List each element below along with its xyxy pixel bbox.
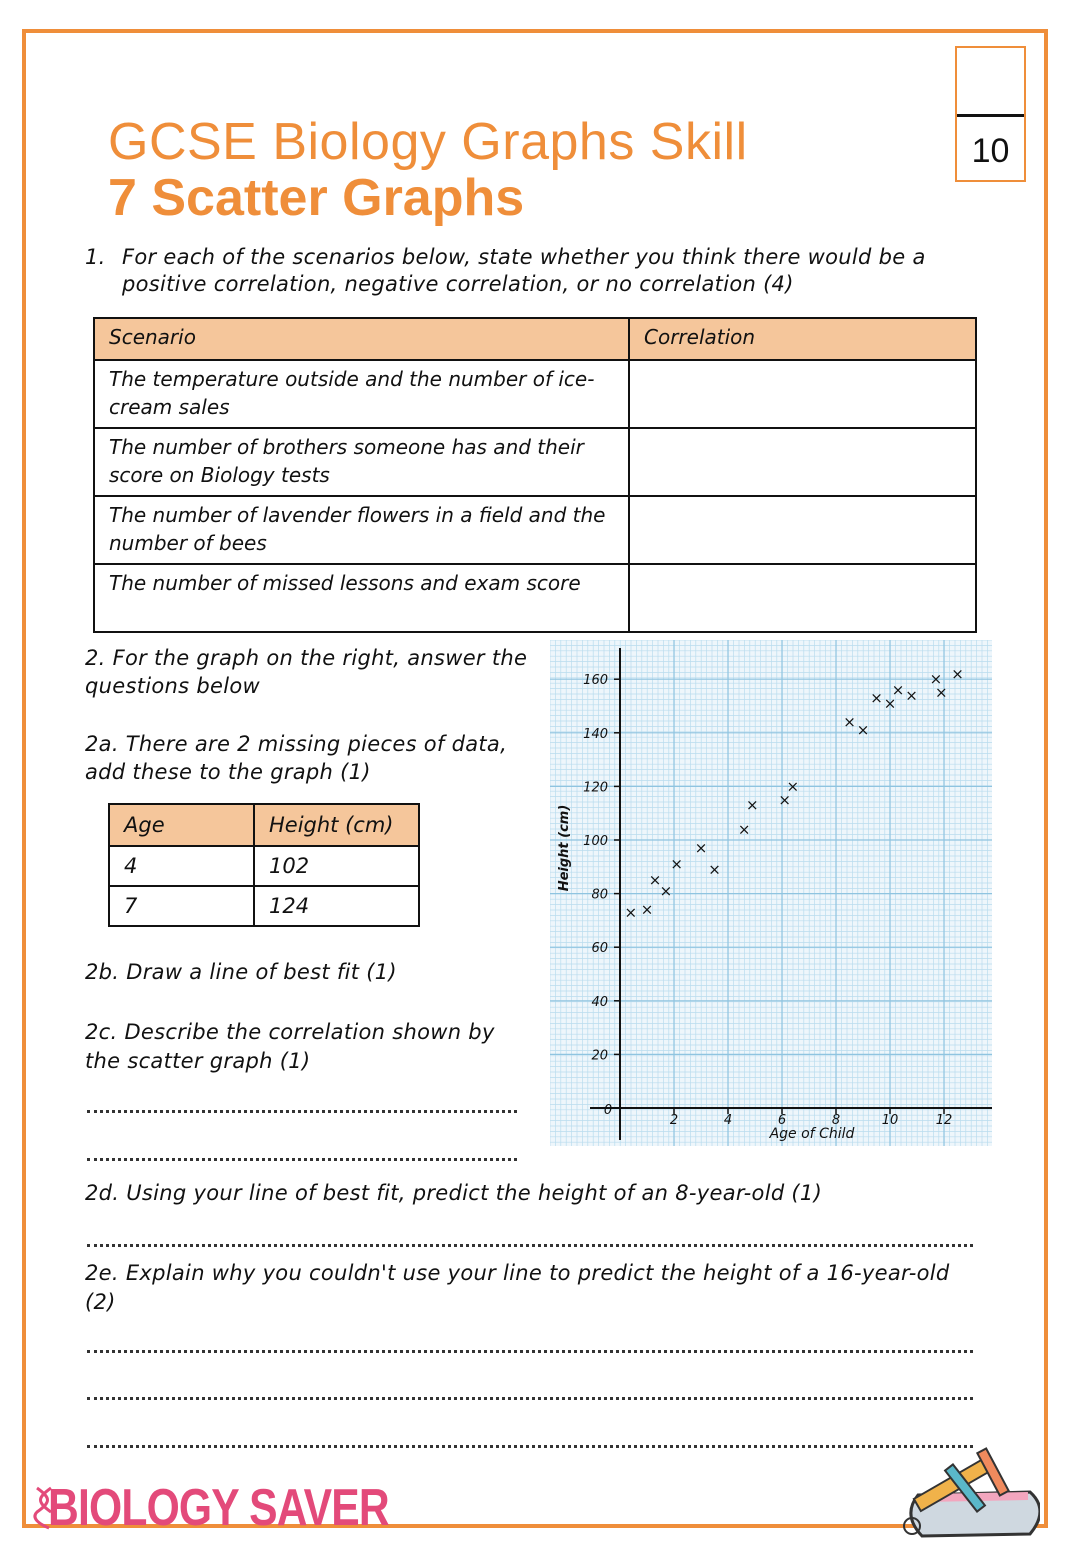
data-point-x-marker: ×	[670, 855, 683, 874]
y-axis-label: Height (cm)	[557, 804, 572, 892]
answer-line-2c-1[interactable]	[87, 1110, 517, 1113]
x-tick-label: 2	[669, 1113, 679, 1128]
score-box	[955, 46, 1026, 182]
y-tick-label: 40	[591, 994, 608, 1010]
correlation-answer-cell[interactable]	[629, 428, 976, 496]
origin-label: 0	[603, 1103, 613, 1118]
table-row	[94, 496, 976, 564]
y-tick-label: 140	[583, 726, 608, 742]
total-marks: 10	[971, 132, 1010, 170]
scenario-cell: The temperature outside and the number of ice-cream sales	[94, 360, 629, 428]
answer-line-2c-2[interactable]	[87, 1158, 517, 1161]
scenario-cell: The number of missed lessons and exam score	[94, 564, 629, 632]
question-2b: 2b. Draw a line of best fit (1)	[85, 960, 397, 984]
data-point-x-marker: ×	[640, 900, 654, 919]
y-tick-label: 120	[583, 780, 608, 796]
data-point-x-marker: ×	[786, 777, 800, 796]
header-age: Age	[109, 804, 254, 846]
data-point-x-marker: ×	[891, 680, 905, 699]
data-point-x-marker: ×	[746, 796, 759, 815]
correlation-answer-cell[interactable]	[629, 360, 976, 428]
scatter-graph[interactable]	[550, 640, 992, 1146]
question-2a: 2a. There are 2 missing pieces of data, add these to the graph (1)	[85, 732, 508, 784]
x-tick-label: 10	[881, 1113, 899, 1128]
question-1	[85, 244, 995, 298]
x-axis-label: Age of Child	[769, 1126, 855, 1142]
scenario-cell: The number of brothers someone has and their score on Biology tests	[94, 428, 629, 496]
score-divider	[957, 114, 1024, 117]
table-header-row	[94, 318, 976, 360]
y-tick-label: 100	[583, 834, 608, 849]
question-1-text: For each of the scenarios below, state whether you think there would be a positive correlation, negative correlation, or no correlation (4)	[122, 245, 926, 296]
scenario-table	[93, 317, 977, 633]
x-tick-label: 6	[777, 1113, 787, 1128]
y-tick-label: 20	[591, 1048, 608, 1064]
header-height: Height (cm)	[254, 804, 419, 846]
question-1-number: 1.	[85, 245, 106, 269]
biology-saver-logo: BIOLOGY SAVER	[48, 1479, 389, 1537]
question-2-intro: 2. For the graph on the right, answer the questions below	[85, 646, 528, 698]
data-point-x-marker: ×	[624, 903, 638, 922]
data-point-x-marker: ×	[870, 688, 883, 707]
worksheet-title: GCSE Biology Graphs Skill	[108, 113, 748, 171]
data-point-x-marker: ×	[883, 694, 897, 713]
table-row	[94, 564, 976, 632]
height-cell: 102	[254, 846, 419, 886]
data-point-x-marker: ×	[778, 790, 791, 809]
y-tick-label: 80	[591, 887, 608, 903]
data-point-x-marker: ×	[737, 820, 751, 839]
data-point-x-marker: ×	[694, 839, 708, 858]
data-point-x-marker: ×	[708, 860, 721, 879]
scenario-cell: The number of lavender flowers in a field and the number of bees	[94, 496, 629, 564]
age-cell: 7	[109, 886, 254, 926]
question-2c: 2c. Describe the correlation shown by the scatter graph (1)	[85, 1020, 495, 1073]
correlation-answer-cell[interactable]	[629, 496, 976, 564]
x-tick-label: 8	[831, 1113, 841, 1128]
worksheet-subtitle: 7 Scatter Graphs	[108, 169, 525, 227]
answer-line-2d[interactable]	[87, 1244, 973, 1247]
data-point-x-marker: ×	[856, 721, 870, 740]
answer-line-2e-3[interactable]	[87, 1445, 973, 1448]
table-header-row	[109, 804, 419, 846]
data-point-x-marker: ×	[648, 871, 662, 890]
missing-data-table	[108, 803, 420, 927]
answer-line-2e-1[interactable]	[87, 1350, 973, 1353]
x-tick-label: 4	[723, 1113, 733, 1128]
data-point-x-marker: ×	[843, 713, 856, 732]
pencil-case-icon	[900, 1440, 1040, 1540]
data-point-x-marker: ×	[659, 881, 673, 900]
data-point-x-marker: ×	[929, 670, 943, 689]
table-row	[109, 886, 419, 926]
data-point-x-marker: ×	[935, 683, 948, 702]
header-correlation: Correlation	[629, 318, 976, 360]
data-point-x-marker: ×	[951, 664, 964, 683]
table-row	[109, 846, 419, 886]
question-2e: 2e. Explain why you couldn't use your line to predict the height of a 16-year-old (2)	[85, 1261, 950, 1314]
table-row	[94, 360, 976, 428]
correlation-answer-cell[interactable]	[629, 564, 976, 632]
question-2d: 2d. Using your line of best fit, predict the height of an 8-year-old (1)	[85, 1181, 823, 1205]
header-scenario: Scenario	[94, 318, 629, 360]
data-point-x-marker: ×	[905, 686, 918, 705]
y-tick-label: 160	[583, 673, 608, 689]
age-cell: 4	[109, 846, 254, 886]
y-tick-label: 60	[591, 941, 608, 957]
x-tick-label: 12	[935, 1113, 953, 1128]
answer-line-2e-2[interactable]	[87, 1397, 973, 1400]
table-row	[94, 428, 976, 496]
height-cell: 124	[254, 886, 419, 926]
